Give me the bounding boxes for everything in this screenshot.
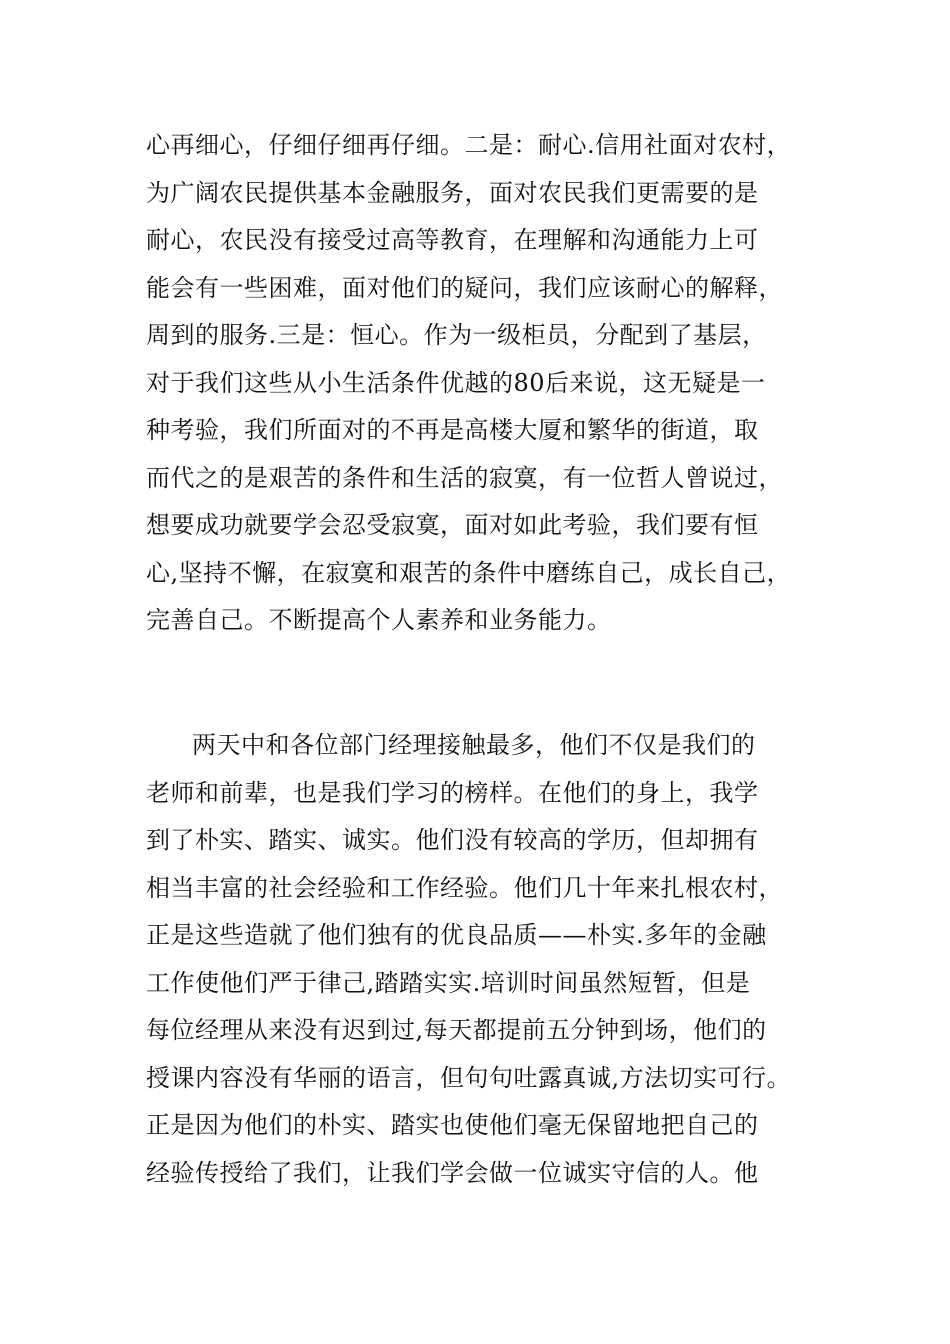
text-line: 两天中和各位部门经理接触最多，他们不仅是我们的 [192, 731, 756, 759]
text-line: 每位经理从来没有迟到过,每天都提前五分钟到场，他们的 [146, 1016, 767, 1044]
text-line: 正是因为他们的朴实、踏实也使他们毫无保留地把自己的 [146, 1111, 759, 1139]
paragraph-1 [146, 122, 826, 645]
text-line: 心再细心，仔细仔细再仔细。二是：耐心.信用社面对农村， [146, 131, 792, 159]
text-line: 老师和前辈，也是我们学习的榜样。在他们的身上，我学 [146, 778, 759, 807]
text-line: 种考验，我们所面对的不再是高楼大厦和繁华的街道，取 [146, 416, 759, 444]
text-line: 而代之的是艰苦的条件和生活的寂寞，有一位哲人曾说过， [146, 463, 783, 492]
text-line: 到了朴实、踏实、诚实。他们没有较高的学历，但却拥有 [146, 826, 759, 854]
text-line: 心,坚持不懈，在寂寞和艰苦的条件中磨练自己，成长自己， [146, 558, 792, 587]
text-line: 想要成功就要学会忍受寂寞，面对如此考验，我们要有恒 [146, 511, 759, 539]
text-line: 周到的服务.三是：恒心。作为一级柜员，分配到了基层， [146, 321, 767, 349]
text-line: 为广阔农民提供基本金融服务，面对农民我们更需要的是 [146, 178, 759, 207]
text-line: 能会有一些困难，面对他们的疑问，我们应该耐心的解释， [146, 273, 783, 302]
text-line: 耐心，农民没有接受过高等教育，在理解和沟通能力上可 [146, 226, 759, 254]
text-line: 经验传授给了我们，让我们学会做一位诚实守信的人。他 [146, 1158, 759, 1187]
text-line: 授课内容没有华丽的语言，但句句吐露真诚,方法切实可行。 [146, 1063, 792, 1092]
paragraph-2 [146, 722, 826, 1197]
text-line: 相当丰富的社会经验和工作经验。他们几十年来扎根农村， [146, 873, 783, 902]
text-line: 完善自己。不断提高个人素养和业务能力。 [146, 606, 612, 634]
text-line: 工作使他们严于律己,踏踏实实.培训时间虽然短暂，但是 [146, 968, 751, 997]
text-line: 对于我们这些从小生活条件优越的80后来说，这无疑是一 [146, 368, 766, 397]
text-line: 正是这些造就了他们独有的优良品质——朴实.多年的金融 [146, 921, 767, 949]
